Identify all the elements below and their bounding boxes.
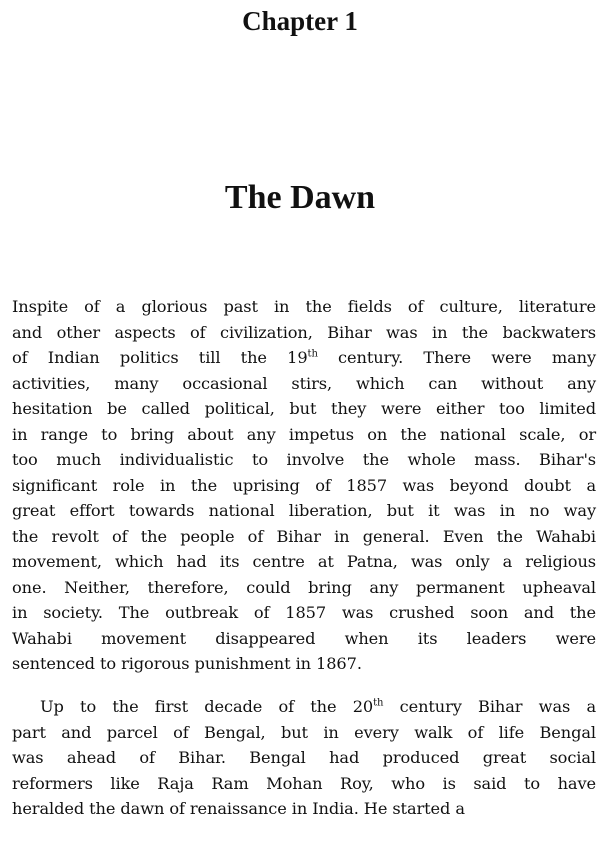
line-text-continued: century. There were many xyxy=(317,348,596,367)
line-text: reformers like Raja Ram Mohan Roy, who is said to have xyxy=(12,773,596,793)
text-line xyxy=(12,524,596,550)
text-line xyxy=(12,320,596,346)
superscript: th xyxy=(307,348,318,360)
paragraph-2 xyxy=(12,694,596,822)
line-text: Up to the first decade of the 20 xyxy=(40,697,374,716)
text-line xyxy=(12,651,596,677)
line-text: heralded the dawn of renaissance in India. He started a xyxy=(12,799,465,818)
line-text: in society. The outbreak of 1857 was crushed soon and the xyxy=(12,603,596,622)
text-line xyxy=(12,396,596,422)
line-text: and other aspects of civilization, Bihar was in the backwaters xyxy=(12,322,596,342)
text-line xyxy=(12,796,596,822)
text-line xyxy=(12,745,596,771)
line-text: too much individualistic to involve the whole mass. Bihar's xyxy=(12,450,596,469)
text-line xyxy=(12,575,596,601)
text-line xyxy=(12,371,596,397)
text-line xyxy=(12,771,596,797)
line-text: Inspite of a glorious past in the fields of culture, literature xyxy=(12,297,596,316)
text-line xyxy=(12,473,596,499)
text-line xyxy=(12,422,596,448)
line-text: great effort towards national liberation, but it was in no way xyxy=(12,501,596,520)
line-text: sentenced to rigorous punishment in 1867. xyxy=(12,654,362,673)
text-line xyxy=(12,694,596,720)
line-text: movement, which had its centre at Patna, was only a religious xyxy=(12,552,596,571)
paragraph-1 xyxy=(12,294,596,677)
chapter-number: Chapter 1 xyxy=(242,6,358,36)
line-text: was ahead of Bihar. Bengal had produced great social xyxy=(12,748,596,767)
line-text: one. Neither, therefore, could bring any permanent upheaval xyxy=(12,577,596,597)
text-line xyxy=(12,626,596,652)
text-line xyxy=(12,549,596,575)
line-text: in range to bring about any impetus on the national scale, or xyxy=(12,424,596,444)
line-text: hesitation be called political, but they were either too limited xyxy=(12,399,596,418)
text-line xyxy=(12,600,596,626)
line-text: activities, many occasional stirs, which can without any xyxy=(12,373,596,393)
text-line xyxy=(12,720,596,746)
line-text: significant role in the uprising of 1857 was beyond doubt a xyxy=(12,475,596,495)
line-text-continued: century Bihar was a xyxy=(383,697,596,716)
line-text: Wahabi movement disappeared when its leaders were xyxy=(12,628,596,648)
text-line xyxy=(12,294,596,320)
superscript: th xyxy=(373,697,384,709)
text-line xyxy=(12,447,596,473)
text-line xyxy=(12,345,596,371)
line-text: the revolt of the people of Bihar in general. Even the Wahabi xyxy=(12,526,596,546)
chapter-title: The Dawn xyxy=(224,179,376,216)
line-text: of Indian politics till the 19 xyxy=(12,348,308,367)
line-text: part and parcel of Bengal, but in every walk of life Bengal xyxy=(12,722,596,742)
text-line xyxy=(12,498,596,524)
